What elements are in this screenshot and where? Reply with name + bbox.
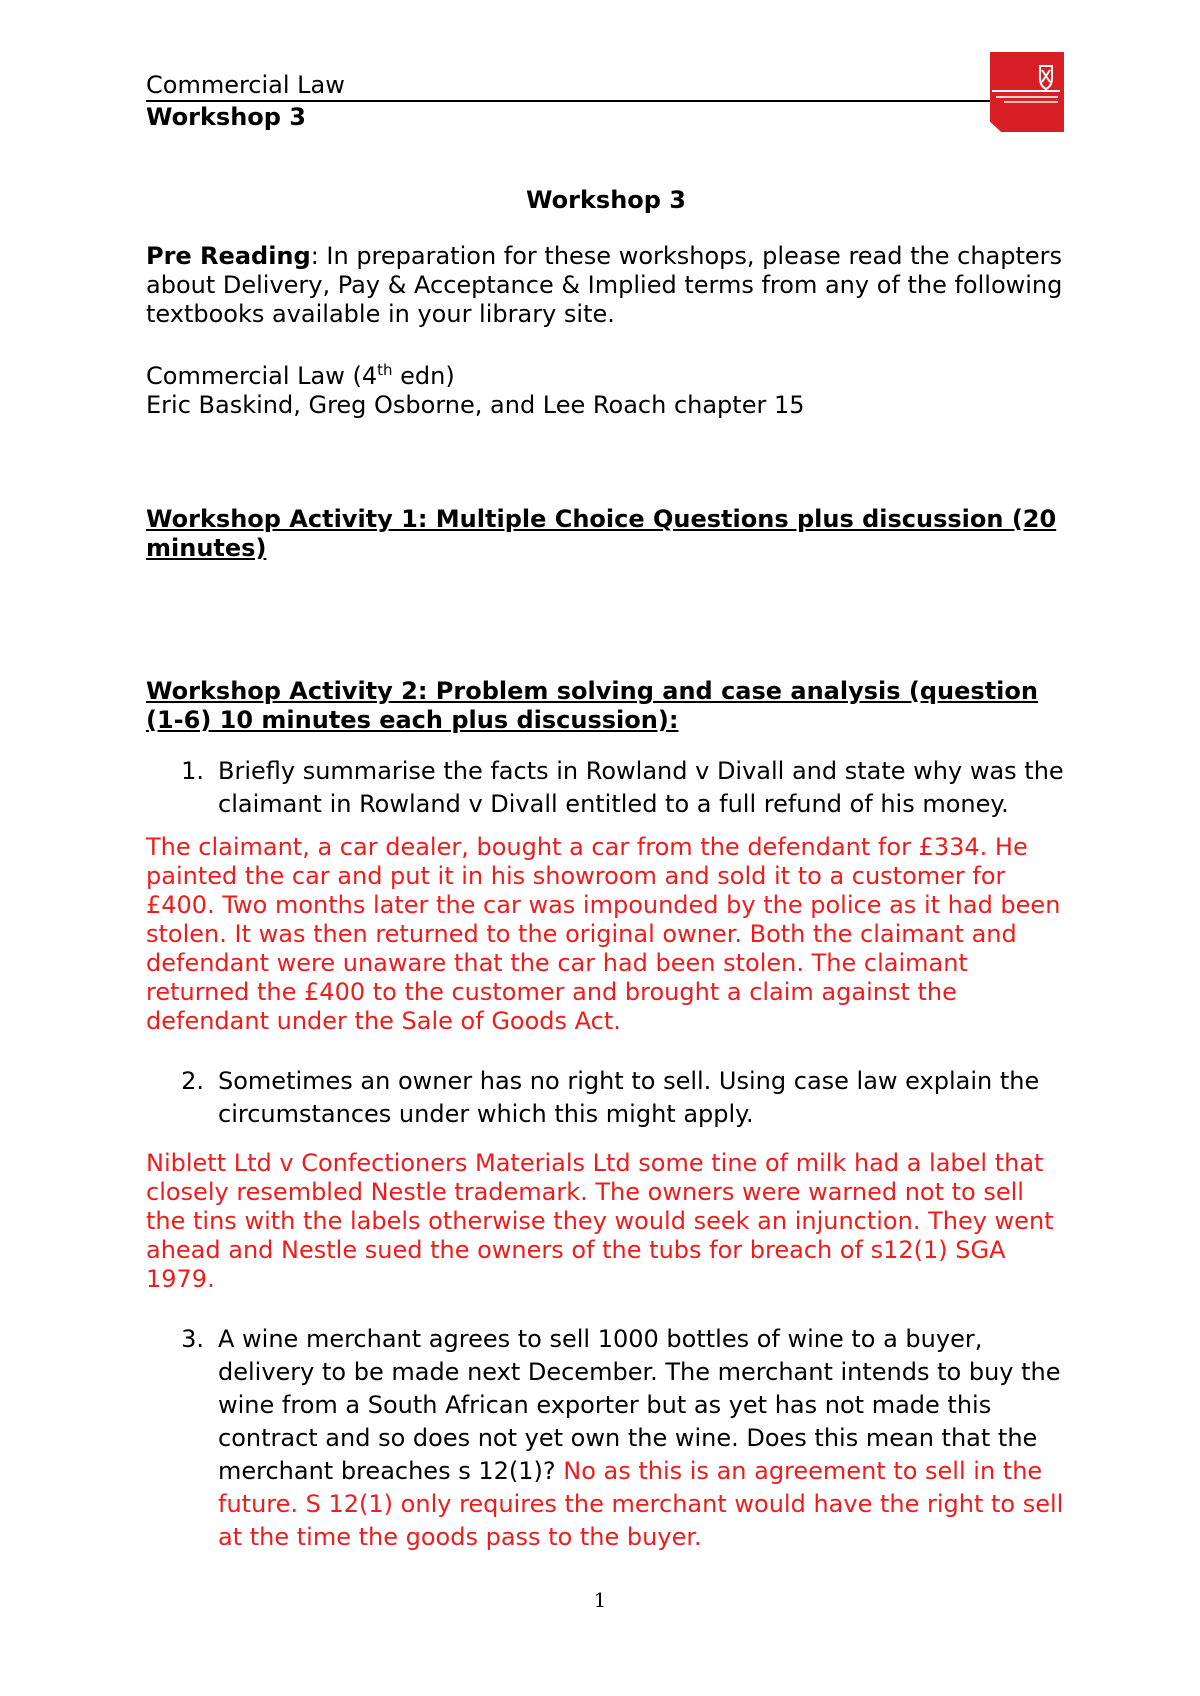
crest-icon [990,52,1064,132]
textbook-title-edition: edn) [392,362,455,390]
document-title: Workshop 3 [526,186,686,214]
question-1 [146,755,1066,821]
pre-reading-label: Pre Reading [146,242,311,270]
answer-2: Niblett Ltd v Confectioners Materials Ltd some tine of milk had a label that closely resembled Nestle trademark. The owners were warned not to sell the tins with the labels otherwise they would seek an injunction. They went ahead and Nestle sued the owners of the tubs for breach of s12(1) SGA 1979. [146,1149,1054,1293]
question-2 [146,1065,1066,1131]
textbook-title [146,356,1066,391]
textbook-title-main: Commercial Law (4 [146,362,378,390]
question-list [146,755,1066,1554]
question-item [146,755,1066,1036]
question-item [146,1323,1066,1554]
question-3-text: A wine merchant agrees to sell 1000 bottles of wine to a buyer, delivery to be made next December. The merchant intends to buy the wine from a South African exporter but as yet has not made this contract and so does not yet own the wine. Does this mean that the merchant breaches s 12(1)? [218,1325,1061,1485]
textbook-edition-superscript: th [377,361,393,379]
question-number: 2. [181,1067,204,1095]
university-crest-logo [990,52,1064,132]
answer-3: No as this is an agreement to sell in the future. S 12(1) only requires the merchant would have the right to sell at the time the goods pass to the buyer. [218,1457,1064,1551]
question-text [218,1323,1066,1554]
question-item [146,1065,1066,1294]
workshop-activity-1-heading: Workshop Activity 1: Multiple Choice Questions plus discussion (20 minutes) [146,505,1057,562]
header-course-title: Commercial Law [146,71,345,99]
document-body [146,186,1066,1554]
textbook-authors: Eric Baskind, Greg Osborne, and Lee Roach chapter 15 [146,391,805,419]
question-text: Briefly summarise the facts in Rowland v Divall and state why was the claimant in Rowland v Divall entitled to a full refund of his money. [218,757,1064,818]
pre-reading-paragraph [146,242,1066,329]
question-3 [146,1323,1066,1554]
answer-1: The claimant, a car dealer, bought a car from the defendant for £334. He painted the car and put it in his showroom and sold it to a customer for £400. Two months later the car was impounded by the police as it had been stolen. It was then returned to the original owner. Both the claimant and defendant were unaware that the car had been stolen. The claimant returned the £400 to the customer and brought a claim against the defendant under the Sale of Goods Act. [146,833,1061,1035]
pre-reading-text: : In preparation for these workshops, please read the chapters about Delivery, Pay & Acceptance & Implied terms from any of the following textbooks available in your library site. [146,242,1063,328]
question-number: 1. [181,757,204,785]
question-text: Sometimes an owner has no right to sell. Using case law explain the circumstances under which this might apply. [218,1067,1040,1128]
page-number: 1 [593,1588,607,1612]
question-number: 3. [181,1325,204,1353]
header-workshop-title: Workshop 3 [146,103,306,131]
workshop-activity-2-heading: Workshop Activity 2: Problem solving and case analysis (question (1-6) 10 minutes each plus discussion): [146,677,1038,734]
